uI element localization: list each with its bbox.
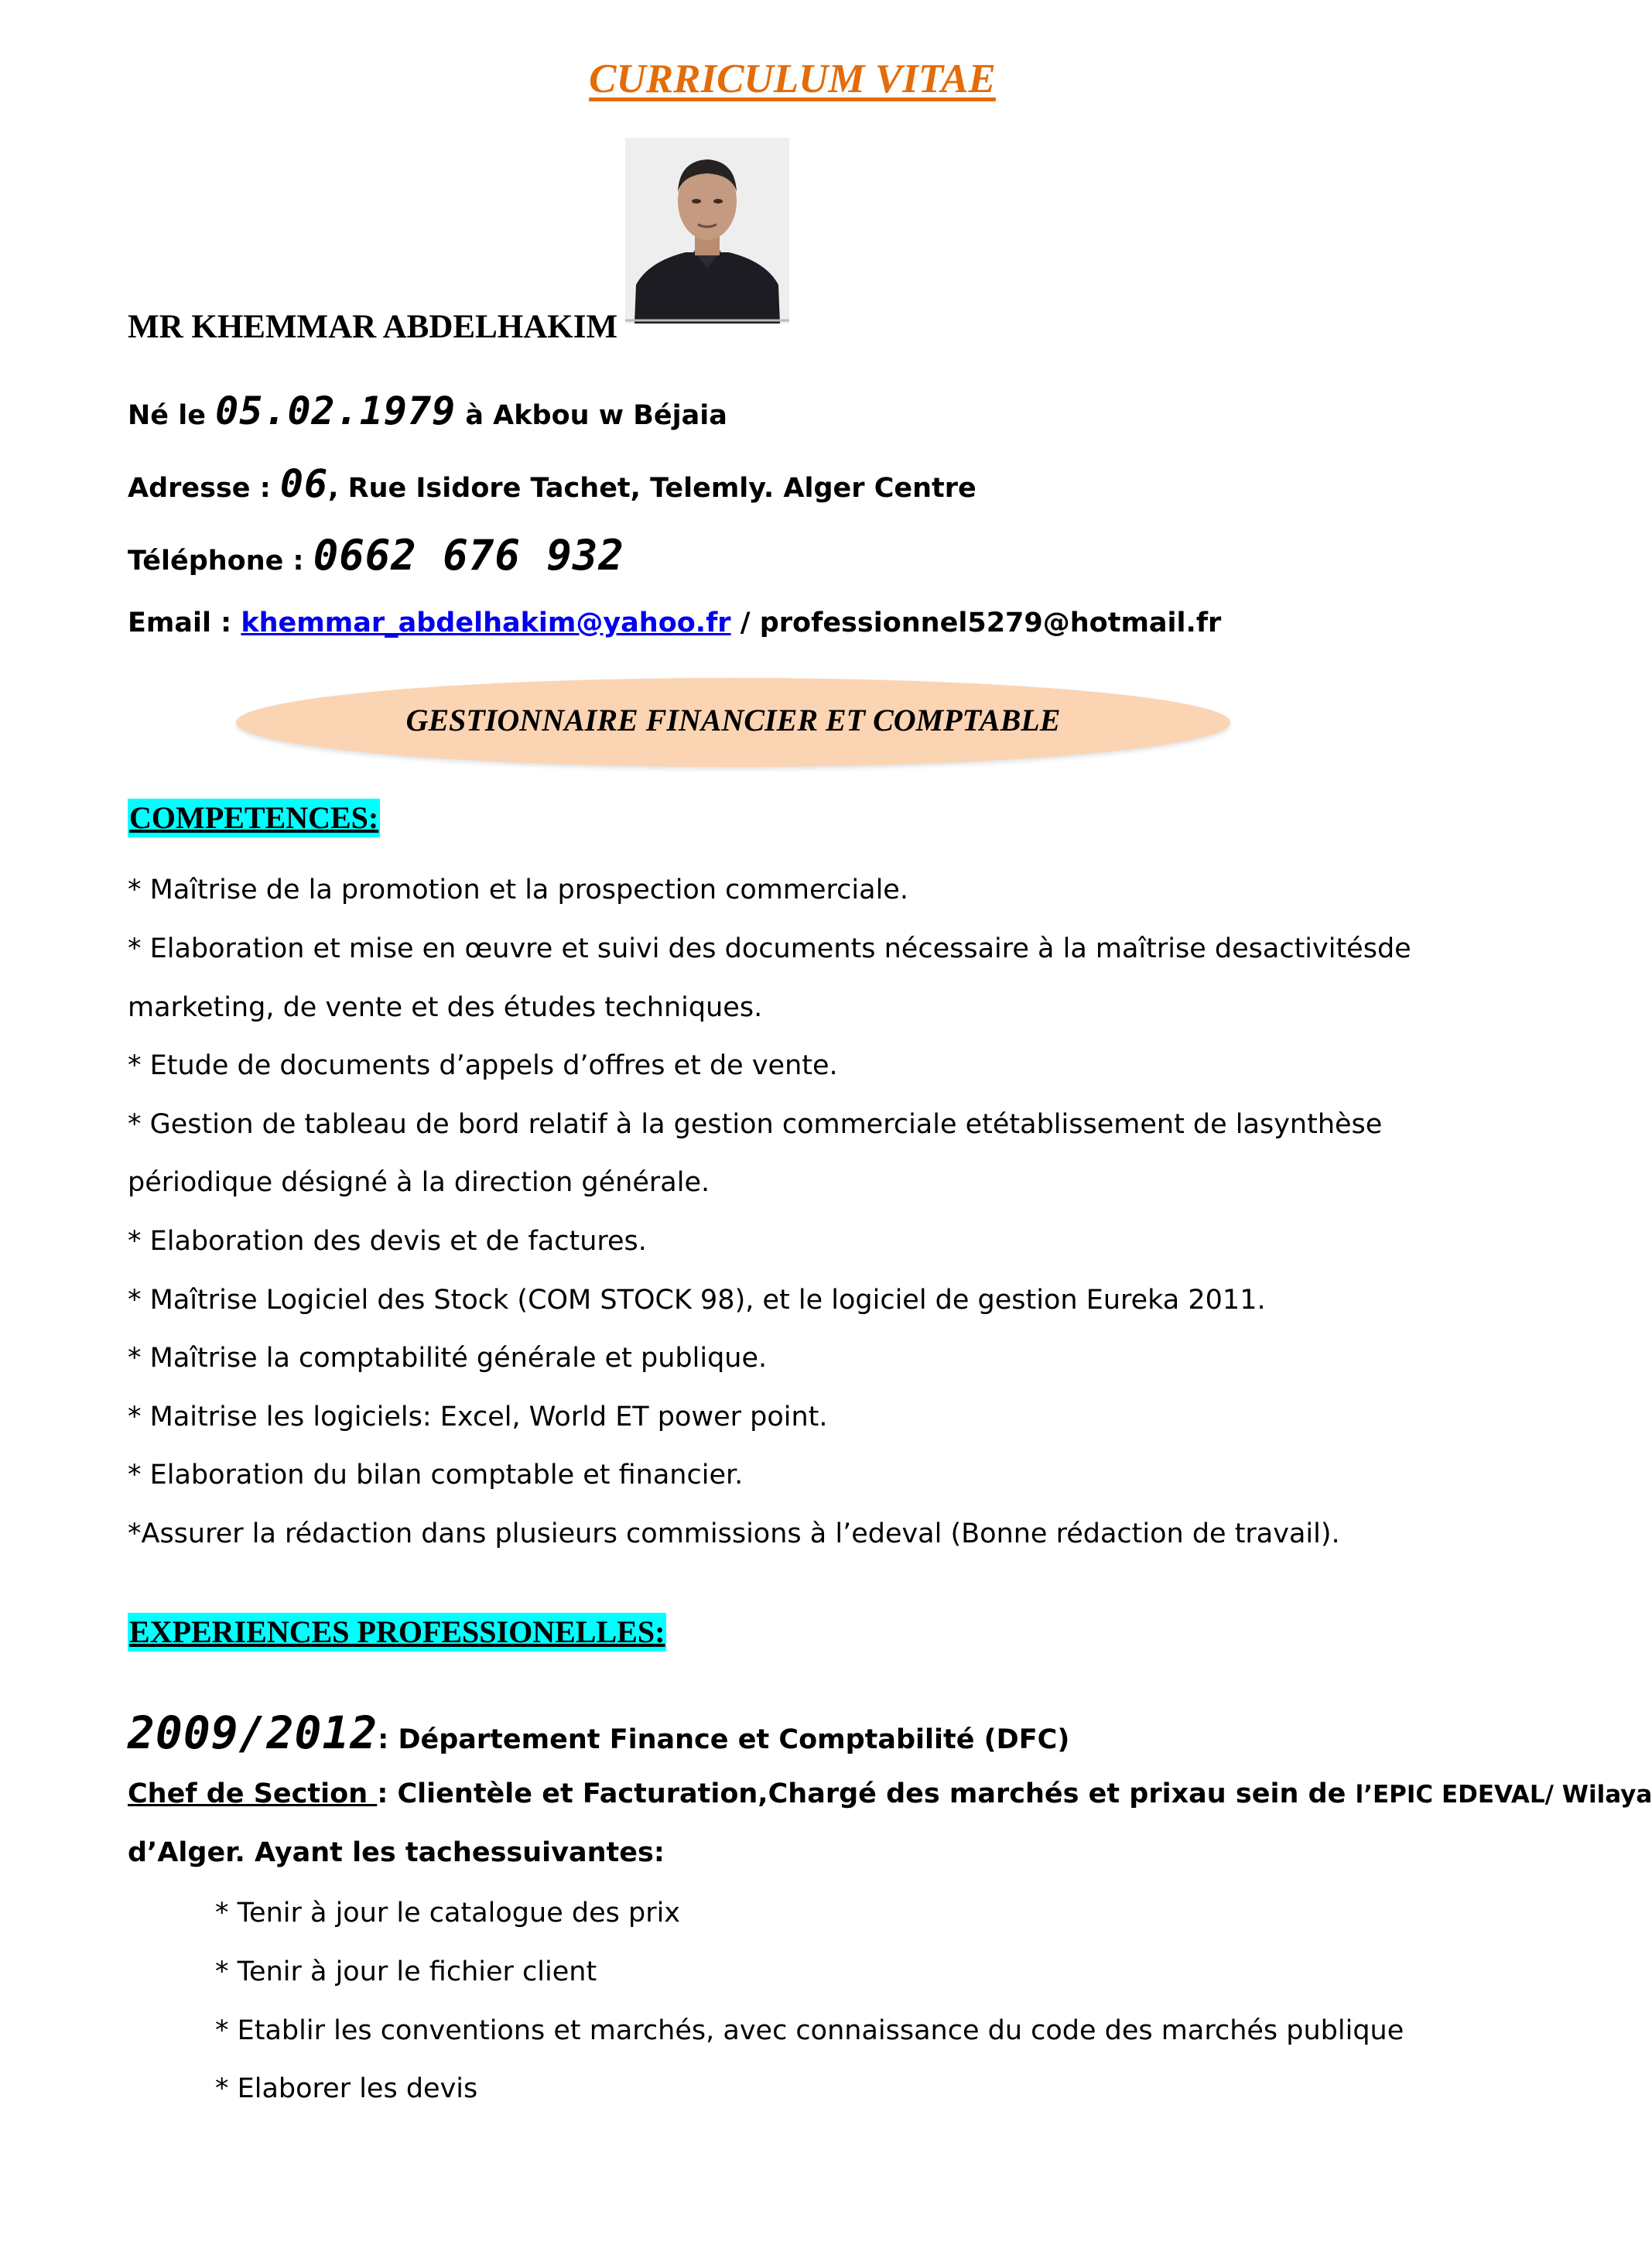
competence-line: * Maîtrise de la promotion et la prospection commerciale.	[128, 875, 908, 905]
address-line: Adresse : 06, Rue Isidore Tachet, Telemly. Alger Centre	[128, 461, 976, 506]
experience-role-line: Chef de Section : Clientèle et Facturation,Chargé des marchés et prixau sein de l’EPIC EDEVAL/ Wilaya	[128, 1778, 1652, 1809]
task-item: * Tenir à jour le fichier client	[215, 1956, 597, 1987]
job-title: GESTIONNAIRE FINANCIER ET COMPTABLE	[405, 703, 1061, 738]
competence-line: * Elaboration du bilan comptable et financier.	[128, 1460, 744, 1491]
task-item: * Tenir à jour le catalogue des prix	[215, 1898, 681, 1929]
competence-line: * Gestion de tableau de bord relatif à la gestion commerciale etétablissement de lasynthèse	[128, 1109, 1383, 1140]
email-secondary: professionnel5279@hotmail.fr	[759, 608, 1222, 638]
candidate-name: MR KHEMMAR ABDELHAKIM	[128, 309, 618, 345]
task-item: * Etablir les conventions et marchés, avec connaissance du code des marchés publique	[215, 2015, 1404, 2046]
role-label: Chef de Section	[128, 1778, 378, 1809]
cv-title: CURRICULUM VITAE	[589, 56, 996, 101]
competence-line: * Maîtrise la comptabilité générale et publique.	[128, 1343, 768, 1374]
birth-line: Né le 05.02.1979 à Akbou w Béjaia	[128, 388, 727, 433]
experience-period: 2009/2012	[128, 1706, 378, 1759]
birth-date: 05.02.1979	[215, 388, 457, 433]
competence-line: marketing, de vente et des études techniques.	[128, 992, 763, 1023]
experience-period-line: 2009/2012: Département Finance et Comptabilité (DFC)	[128, 1706, 1070, 1759]
profile-photo	[625, 138, 789, 323]
experience-role-line-2: d’Alger. Ayant les tachessuivantes:	[128, 1837, 665, 1868]
address-number: 06	[279, 461, 329, 506]
competence-line: * Maitrise les logiciels: Excel, World ET power point.	[128, 1402, 828, 1432]
phone-number: 0662 676 932	[313, 531, 624, 580]
task-item: * Elaborer les devis	[215, 2073, 478, 2104]
email-primary-link[interactable]: khemmar_abdelhakim@yahoo.fr	[241, 608, 731, 638]
competence-line: périodique désigné à la direction générale.	[128, 1167, 710, 1198]
experiences-heading: EXPERIENCES PROFESSIONELLES:	[128, 1613, 666, 1652]
competence-line: * Elaboration et mise en œuvre et suivi des documents nécessaire à la maîtrise desactivitésde	[128, 933, 1411, 964]
competence-line: * Etude de documents d’appels d’offres et de vente.	[128, 1050, 838, 1081]
phone-line: Téléphone : 0662 676 932	[128, 531, 624, 580]
job-title-banner	[236, 678, 1230, 767]
competence-line: *Assurer la rédaction dans plusieurs commissions à l’edeval (Bonne rédaction de travail).	[128, 1518, 1340, 1549]
competences-heading: COMPETENCES:	[128, 799, 380, 837]
email-line: Email : khemmar_abdelhakim@yahoo.fr / professionnel5279@hotmail.fr	[128, 608, 1222, 638]
competence-line: * Maîtrise Logiciel des Stock (COM STOCK 98), et le logiciel de gestion Eureka 2011.	[128, 1285, 1266, 1316]
competence-line: * Elaboration des devis et de factures.	[128, 1226, 647, 1257]
